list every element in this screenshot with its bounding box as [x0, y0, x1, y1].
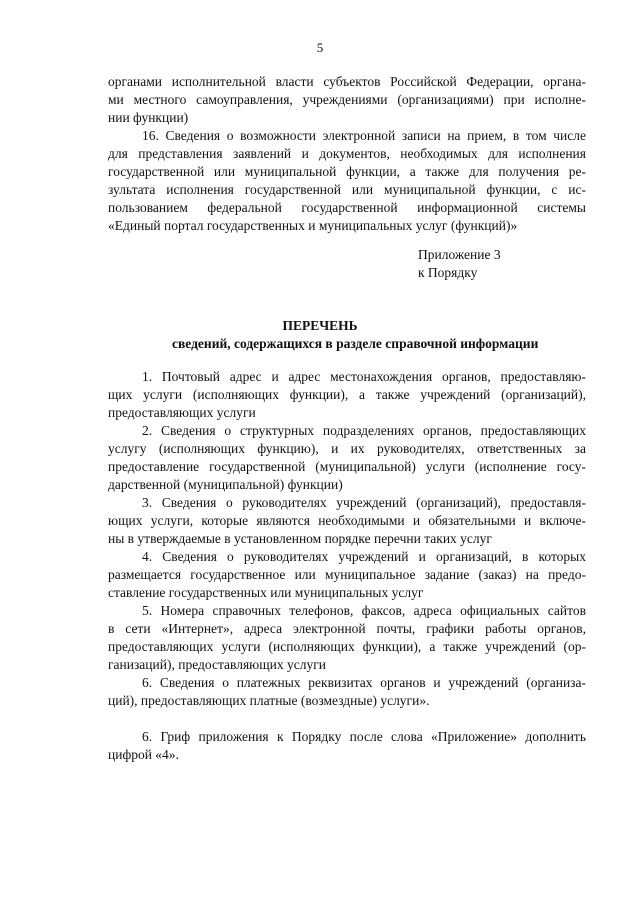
item-6-amendment-paragraph [108, 728, 586, 764]
text-line: для представления заявлений и документов, необходимых для исполнения [108, 146, 586, 161]
text-line: ганизаций), предоставляющих услуги [108, 657, 326, 672]
text-line: предоставляющих услуги [108, 405, 256, 420]
text-line: ми местного самоуправления, учреждениями (организациями) при исполне- [108, 92, 586, 107]
intro-paragraph [108, 73, 586, 127]
text-line: ставление государственных или муниципальных услуг [108, 585, 424, 600]
text-line: «Единый портал государственных и муниципальных услуг (функций)» [108, 218, 518, 233]
list-heading-subtitle: сведений, содержащихся в разделе справочной информации [172, 336, 539, 351]
list-item-2 [108, 422, 586, 494]
text-line: щих услуги (исполняющих функции), а также учреждений (организаций), [108, 387, 586, 402]
text-line: 4. Сведения о руководителях учреждений и организаций, в которых [142, 549, 586, 564]
text-line: пользованием федеральной государственной информационной системы [108, 200, 586, 215]
text-line: государственной или муниципальной функции, а также для получения ре- [108, 164, 586, 179]
text-line: дарственной (муниципальной) функции) [108, 477, 343, 492]
page-number: 5 [316, 40, 324, 55]
text-line: услугу (исполняющих функцию), и их руководителях, ответственных за [108, 441, 586, 456]
list-item-5 [108, 602, 586, 674]
text-line: цифрой «4». [108, 747, 179, 762]
text-line: предоставление государственной (муниципальной) услуги (исполнение госу- [108, 459, 586, 474]
text-line: 5. Номера справочных телефонов, факсов, адреса официальных сайтов [142, 603, 586, 618]
list-item-3 [108, 494, 586, 548]
text-line: 6. Гриф приложения к Порядку после слова «Приложение» дополнить [142, 729, 586, 744]
item-16-paragraph [108, 127, 586, 235]
text-line: ющих услуги, которые являются необходимыми и обязательными и включе- [108, 513, 586, 528]
text-line: 1. Почтовый адрес и адрес местонахождения органов, предоставляю- [142, 369, 586, 384]
text-line: 16. Сведения о возможности электронной записи на прием, в том числе [142, 128, 586, 143]
text-line: органами исполнительной власти субъектов Российской Федерации, органа- [108, 74, 586, 89]
text-line: в сети «Интернет», адреса электронной почты, графики работы органов, [108, 621, 586, 636]
list-item-6 [108, 674, 586, 710]
text-line: нии функции) [108, 110, 189, 125]
text-line: 2. Сведения о структурных подразделениях органов, предоставляющих [142, 423, 586, 438]
list-item-4 [108, 548, 586, 602]
text-line: ций), предоставляющих платные (возмездные) услуги». [108, 693, 430, 708]
appendix-note-line: Приложение 3 [418, 247, 501, 262]
list-item-1 [108, 368, 586, 422]
text-line: зультата исполнения государственной или муниципальной функции, с ис- [108, 182, 586, 197]
appendix-note [418, 246, 501, 282]
text-line: ны в утверждаемые в установленном порядке перечни таких услуг [108, 531, 492, 546]
appendix-note-line: к Порядку [418, 265, 478, 280]
text-line: 6. Сведения о платежных реквизитах органов и учреждений (организа- [142, 675, 586, 690]
list-heading-title: ПЕРЕЧЕНЬ [282, 318, 358, 333]
text-line: 3. Сведения о руководителях учреждений (организаций), предоставля- [142, 495, 586, 510]
text-line: предоставляющих услуги (исполняющих функции), а также учреждений (ор- [108, 639, 586, 654]
text-line: размещается государственное или муниципальное задание (заказ) на предо- [108, 567, 586, 582]
